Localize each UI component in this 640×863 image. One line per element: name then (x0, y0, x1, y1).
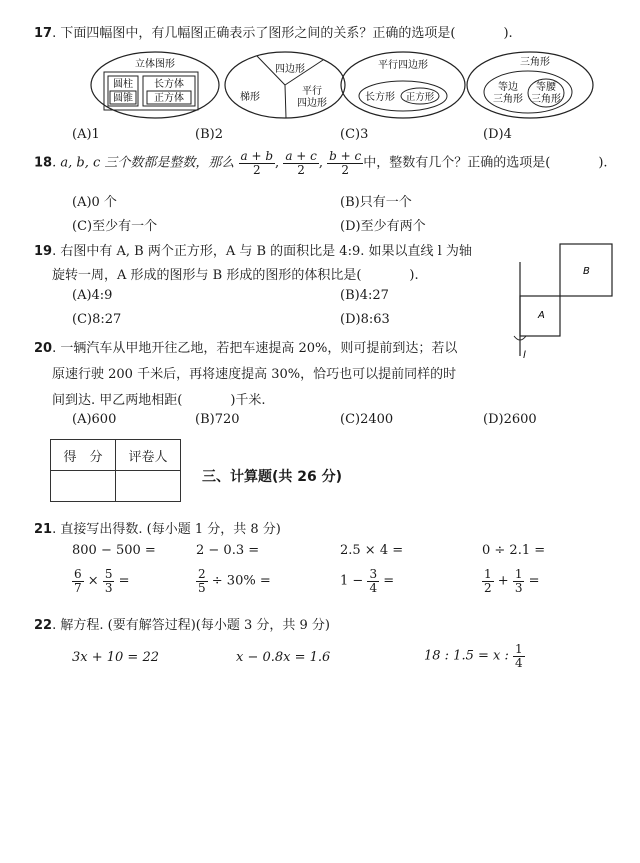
eq3-d: 4 (515, 655, 523, 670)
q18-option-a[interactable]: (A)0 个 (72, 195, 117, 210)
q19-number: 19 (34, 244, 53, 259)
fig2-parallel-2: 四边形 (297, 98, 327, 109)
q19-close: ). (409, 268, 419, 283)
q18-option-d[interactable]: (D)至少有两个 (340, 219, 426, 234)
label-l: l (523, 350, 526, 361)
e8-op: + (497, 573, 509, 589)
q21-expr-5 (72, 568, 130, 594)
e7-eq: = (383, 573, 395, 589)
fig1-cuboid: 长方体 (154, 79, 184, 90)
fig4-equilateral-1: 等边 (498, 82, 518, 93)
q19-option-a[interactable]: (A)4:9 (72, 288, 113, 303)
q20-line-1 (34, 337, 457, 356)
q21-expr-8 (482, 568, 540, 594)
q22-eq-3 (424, 643, 525, 669)
label-b: B (583, 266, 590, 277)
q17-option-d[interactable]: (D)4 (483, 127, 512, 142)
q18-option-c[interactable]: (C)至少有一个 (72, 219, 158, 234)
e5-eq: = (118, 573, 130, 589)
fig1-cube: 正方体 (154, 93, 184, 104)
q18-stem: 18. a, b, c 三个数都是整数，那么 $\frac{a + b}{2}$ , $\frac{a + c}{2}$ , $\frac{b + c}{2}$ 中，整数有几个？正确的选项是( ). (34, 149, 608, 177)
q21-expr-4: 0 ÷ 2.1 = (482, 543, 546, 558)
q21-expr-7 (340, 568, 394, 594)
q17-figure-3 (341, 52, 465, 118)
q22-number: 22 (34, 618, 53, 633)
fig4-outer-label: 三角形 (520, 57, 550, 68)
eq3-pre: 18 : 1.5 = x : (424, 648, 509, 664)
e5-d1: 7 (74, 580, 82, 595)
q17-stem (34, 22, 513, 41)
q19-figure (505, 240, 615, 364)
fig3-outer-label: 平行四边形 (378, 60, 428, 71)
q18-number: 18 (34, 155, 53, 171)
q17-figures (90, 50, 610, 126)
q22-eq-2: x − 0.8x = 1.6 (236, 650, 331, 665)
q20-option-d[interactable]: (D)2600 (483, 412, 537, 427)
f2-num: a + c (285, 149, 317, 163)
fig2-trapezoid: 梯形 (240, 92, 260, 103)
q18-close: ). (598, 155, 608, 171)
f3-num: b + c (329, 149, 362, 163)
e8-eq: = (528, 573, 540, 589)
q19-line-2 (52, 264, 419, 283)
q22-eq-1: 3x + 10 = 22 (72, 650, 160, 665)
e6-d1: 5 (198, 580, 206, 595)
e6-frac (196, 568, 208, 594)
grader-cell[interactable] (116, 471, 181, 502)
eq3-n: 1 (515, 642, 523, 656)
eq3-frac (513, 643, 525, 669)
e8-frac-1 (482, 568, 494, 594)
q20-text-1: . 一辆汽车从甲地开往乙地，若把车速提高 20%，则可提前到达；若以 (52, 341, 458, 356)
e5-d2: 3 (104, 580, 113, 595)
fig4-equilateral-2: 三角形 (493, 94, 523, 105)
q17-number: 17 (34, 26, 53, 41)
e5-frac-1 (72, 568, 84, 594)
e5-n1: 6 (74, 567, 82, 581)
q19-option-c[interactable]: (C)8:27 (72, 312, 122, 327)
q20-option-c[interactable]: (C)2400 (340, 412, 394, 427)
q17-close: ). (503, 26, 513, 41)
q21-stem (34, 518, 281, 537)
fig4-isosceles-1: 等腰 (536, 82, 556, 93)
q18-text-b: 中，整数有几个？正确的选项是( (363, 155, 551, 171)
q17-figure-2 (225, 52, 345, 118)
q18-text-a: . a, b, c 三个数都是整数，那么 (52, 155, 235, 171)
fig3-square: 正方形 (405, 92, 435, 103)
q18-fraction-2 (283, 150, 319, 176)
f2-den: 2 (297, 162, 305, 177)
label-a: A (538, 310, 545, 321)
q22-text: . 解方程. (要有解答过程)(每小题 3 分，共 9 分) (52, 618, 330, 633)
fig4-isosceles-2: 三角形 (531, 94, 561, 105)
q21-expr-6 (196, 568, 271, 594)
q17-option-b[interactable]: (B)2 (195, 127, 223, 142)
q21-expr-3: 2.5 × 4 = (340, 543, 404, 558)
q20-line-2: 原速行驶 200 千米后，再将速度提高 30%，恰巧也可以提前同样的时 (52, 367, 457, 382)
score-cell[interactable] (51, 471, 116, 502)
f1-den: 2 (252, 162, 261, 177)
e7-frac (367, 568, 379, 594)
q19-text-2: 旋转一周，A 形成的图形与 B 形成的图形的体积比是( (52, 268, 362, 283)
fig2-parallel-1: 平行 (302, 86, 322, 97)
e8-n2: 1 (514, 567, 523, 581)
q20-text-3: 间到达. 甲乙两地相距( (52, 393, 183, 408)
q20-option-a[interactable]: (A)600 (72, 412, 117, 427)
q17-figure-4 (467, 52, 593, 118)
q21-expr-1: 800 − 500 = (72, 543, 156, 558)
q17-text: . 下面四幅图中，有几幅图正确表示了图形之间的关系？正确的选项是( (52, 26, 456, 41)
q21-text: . 直接写出得数. (每小题 1 分，共 8 分) (52, 522, 281, 537)
e5-frac-2 (103, 568, 115, 594)
f1-num: a + b (240, 149, 274, 163)
grader-header: 评卷人 (116, 440, 181, 471)
q17-option-a[interactable]: (A)1 (72, 127, 100, 142)
q18-option-b[interactable]: (B)只有一个 (340, 195, 412, 210)
e7-n1: 3 (369, 567, 378, 581)
score-header: 得 分 (51, 440, 116, 471)
fig2-quadrilateral: 四边形 (275, 64, 305, 75)
q17-option-c[interactable]: (C)3 (340, 127, 369, 142)
e8-d2: 3 (514, 580, 523, 595)
q19-option-b[interactable]: (B)4:27 (340, 288, 389, 303)
e6-n1: 2 (198, 567, 206, 581)
q20-option-b[interactable]: (B)720 (195, 412, 240, 427)
q19-line-1 (34, 240, 472, 259)
e5-op: × (87, 573, 99, 589)
fig3-rectangle: 长方形 (365, 92, 395, 103)
fig1-cylinder: 圆柱 (113, 79, 133, 90)
q18-fraction-3 (327, 150, 363, 176)
e7-pre: 1 − (340, 573, 364, 589)
fig1-outer-label: 立体图形 (135, 59, 175, 70)
q20-line-3 (52, 389, 266, 408)
e8-frac-2 (513, 568, 525, 594)
score-table (50, 439, 181, 502)
fig1-cone: 圆锥 (113, 93, 133, 104)
e7-d1: 4 (369, 580, 378, 595)
q17-figure-1 (91, 52, 219, 118)
q22-stem (34, 614, 330, 633)
e8-n1: 1 (484, 567, 492, 581)
q18-fraction-1 (239, 150, 276, 176)
section-title: 三、计算题(共 26 分) (202, 469, 343, 485)
q20-close: )千米. (230, 393, 266, 408)
f3-den: 2 (341, 162, 349, 177)
e6-rest: ÷ 30% = (211, 573, 271, 589)
q19-text-1: . 右图中有 A, B 两个正方形，A 与 B 的面积比是 4:9. 如果以直线 l 为轴 (52, 244, 472, 259)
q21-expr-2: 2 − 0.3 = (196, 543, 260, 558)
q21-number: 21 (34, 522, 53, 537)
e5-n2: 5 (104, 567, 113, 581)
q20-number: 20 (34, 341, 53, 356)
q19-option-d[interactable]: (D)8:63 (340, 312, 390, 327)
e8-d1: 2 (484, 580, 492, 595)
